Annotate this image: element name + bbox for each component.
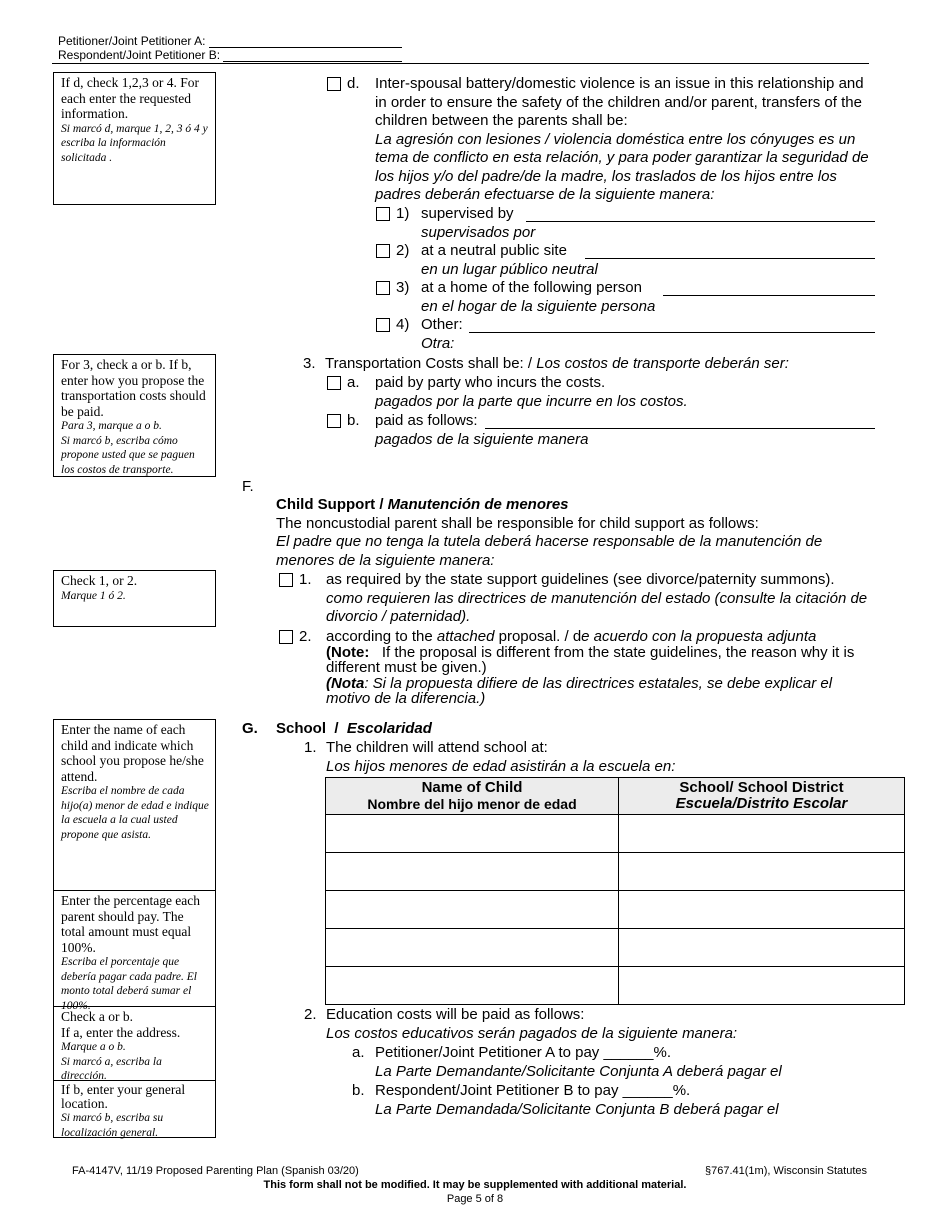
supervised-by-line[interactable]: [526, 221, 875, 222]
school-table-header: [326, 778, 905, 815]
instruction-es: Para 3, marque a o b.: [61, 420, 162, 432]
respondent-field: [58, 48, 402, 62]
section-f-letter: F.: [242, 478, 254, 495]
option-en: Other:: [421, 316, 463, 333]
support-1-es-2: divorcio / paternidad).: [326, 608, 471, 625]
instruction-es: Escriba el porcentaje que debería pagar cada padre. El monto total deberá sumar el 100%.: [61, 956, 197, 1012]
table-row: [326, 891, 905, 929]
transport-a-letter: a.: [347, 374, 360, 391]
cost-a-letter: a.: [352, 1044, 365, 1061]
support-2-nota-2: motivo de la diferencia.): [326, 690, 486, 707]
col-school-en: School/ School District: [679, 779, 844, 796]
note-text-1: If the proposal is different from the state guidelines, the reason why it is: [381, 644, 855, 661]
instruction-en: If b, enter your general location.: [61, 1082, 186, 1111]
respondent-input[interactable]: [223, 49, 402, 62]
item-d-en-3: children between the parents shall be:: [375, 112, 628, 129]
option-num: 1): [396, 205, 410, 222]
checkbox-transport-b[interactable]: [327, 414, 341, 428]
instruction-en: Check 1, or 2.: [61, 573, 138, 588]
table-row: [326, 853, 905, 891]
checkbox-support-1[interactable]: [279, 573, 293, 587]
cost-a-en[interactable]: Petitioner/Joint Petitioner A to pay ______%.: [375, 1044, 672, 1061]
school-1-num: 1.: [304, 739, 317, 756]
instruction-es: Escriba el nombre de cada hijo(a) menor de edad e indique la escuela a la cual usted propone que asista.: [61, 785, 209, 841]
page-number: Page 5 of 8: [446, 1193, 504, 1205]
item-d-es-4: padres deberán efectuarse de la siguiente manera:: [375, 186, 715, 203]
item-d-en-1: Inter-spousal battery/domestic violence is an issue in this relationship and: [375, 75, 864, 92]
school-cell[interactable]: [619, 929, 905, 967]
option-num: 3): [396, 279, 410, 296]
section-f-intro-es-2: menores de la siguiente manera:: [276, 552, 495, 569]
instruction-en: Enter the percentage each parent should pay. The total amount must equal 100%.: [61, 893, 201, 955]
form-id: FA-4147V, 11/19 Proposed Parenting Plan (Spanish 03/20): [72, 1165, 359, 1177]
support-2-en-a: according to the: [326, 628, 437, 645]
school-cell[interactable]: [619, 815, 905, 853]
instruction-box-address: [53, 1006, 216, 1081]
transport-title-es: Los costos de transporte deberán ser:: [536, 355, 789, 372]
instruction-en: Enter the name of each child and indicate which school you propose he/she attend.: [61, 722, 204, 784]
instruction-es: Marque 1 ó 2.: [61, 589, 126, 602]
cost-b-letter: b.: [352, 1082, 365, 1099]
instruction-es: Si marcó a, escriba la dirección.: [61, 1055, 162, 1082]
support-1-es-1: como requieren las directrices de manutención del estado (consulte la citación de: [326, 590, 868, 607]
section-f-intro-es-1: El padre que no tenga la tutela deberá hacerse responsable de la manutención de: [276, 533, 823, 550]
checkbox-support-2[interactable]: [279, 630, 293, 644]
checkbox-d-2[interactable]: [376, 244, 390, 258]
paid-as-follows-line[interactable]: [485, 428, 875, 429]
school-2-num: 2.: [304, 1006, 317, 1023]
section-g-sep: /: [334, 720, 339, 737]
section-f-title-es: Manutención de menores: [387, 496, 569, 513]
instruction-es: Marque a o b.: [61, 1041, 126, 1053]
instruction-en: If d, check 1,2,3 or 4. For each enter the requested information.: [61, 75, 199, 121]
checkbox-transport-a[interactable]: [327, 376, 341, 390]
section-f-title-en: Child Support /: [276, 496, 388, 513]
transport-a-es: pagados por la parte que incurre en los costos.: [375, 393, 688, 410]
child-name-cell[interactable]: [326, 853, 619, 891]
child-name-cell[interactable]: [326, 815, 619, 853]
transport-b-en: paid as follows:: [375, 412, 478, 429]
transport-a-en: paid by party who incurs the costs.: [375, 374, 606, 391]
instruction-box-percentage: [53, 890, 216, 1012]
checkbox-d-1[interactable]: [376, 207, 390, 221]
option-en: supervised by: [421, 205, 514, 222]
col-name-es: Nombre del hijo menor de edad: [367, 796, 577, 812]
table-row: [326, 929, 905, 967]
form-notice: This form shall not be modified. It may be supplemented with additional material.: [263, 1179, 687, 1191]
item-d-es-3: los hijos y/o del padre/de la madre, los traslados de los hijos entre los: [375, 168, 837, 185]
instruction-en: Check a or b.: [61, 1009, 133, 1024]
instruction-en: For 3, check a or b. If b, enter how you propose the transportation costs should be paid.: [61, 357, 206, 419]
support-1-num: 1.: [299, 571, 312, 588]
section-g-title-en: School: [276, 720, 327, 737]
nota-text-1: : Si la propuesta difiere de las directrices estatales, se debe explicar el: [364, 675, 833, 692]
instruction-box-transport: [53, 354, 216, 477]
instruction-box-location: [53, 1080, 216, 1138]
nota-label: (Nota: [326, 675, 365, 692]
section-f-intro-en: The noncustodial parent shall be responsible for child support as follows:: [276, 515, 759, 532]
col-name-of-child: [326, 778, 619, 815]
checkbox-d[interactable]: [327, 77, 341, 91]
item-d-letter: d.: [347, 75, 360, 92]
checkbox-d-3[interactable]: [376, 281, 390, 295]
option-num: 4): [396, 316, 410, 333]
transport-b-es: pagados de la siguiente manera: [375, 431, 589, 448]
instruction-es: Si marcó b, escriba cómo propone usted que se paguen los costos de transporte.: [61, 434, 195, 476]
instruction-box-school: [53, 719, 216, 891]
respondent-label: Respondent/Joint Petitioner B:: [58, 48, 221, 62]
instruction-es: Si marcó b, escriba su localización general.: [61, 1112, 164, 1139]
support-2-es: e acuerdo con la propuesta adjunta: [581, 628, 817, 645]
child-name-cell[interactable]: [326, 967, 619, 1005]
support-1-en: as required by the state support guidelines (see divorce/paternity summons).: [326, 571, 835, 588]
other-line[interactable]: [469, 332, 875, 333]
transport-b-letter: b.: [347, 412, 360, 429]
support-2-nota-1: [326, 676, 832, 691]
petitioner-input[interactable]: [209, 35, 402, 48]
checkbox-d-4[interactable]: [376, 318, 390, 332]
option-en: at a neutral public site: [421, 242, 567, 259]
neutral-site-line[interactable]: [585, 258, 875, 259]
support-2-en-c: proposal. / d: [494, 628, 582, 645]
instruction-en: If a, enter the address.: [61, 1024, 181, 1040]
cost-b-en[interactable]: Respondent/Joint Petitioner B to pay ______%.: [375, 1082, 691, 1099]
section-f-title: [276, 496, 569, 514]
transport-num: 3.: [303, 355, 316, 372]
option-es: en un lugar público neutral: [421, 261, 598, 278]
section-g-title-es: Escolaridad: [346, 720, 432, 737]
school-2-es: Los costos educativos serán pagados de la siguiente manera:: [326, 1025, 738, 1042]
item-d-es-1: La agresión con lesiones / violencia doméstica entre los cónyuges es un: [375, 131, 856, 148]
note-label: (Note:: [326, 644, 370, 661]
support-2-en-b: attached: [436, 628, 495, 645]
cost-b-es: La Parte Demandada/Solicitante Conjunta B deberá pagar el: [375, 1101, 779, 1118]
option-es: supervisados por: [421, 224, 536, 241]
support-2-note-1: [326, 645, 854, 660]
transport-title: [325, 355, 789, 373]
table-row: [326, 815, 905, 853]
statute: §767.41(1m), Wisconsin Statutes: [705, 1165, 868, 1177]
child-name-cell[interactable]: [326, 891, 619, 929]
school-1-es: Los hijos menores de edad asistirán a la escuela en:: [326, 758, 676, 775]
school-cell[interactable]: [619, 967, 905, 1005]
child-name-cell[interactable]: [326, 929, 619, 967]
home-person-line[interactable]: [663, 295, 875, 296]
option-num: 2): [396, 242, 410, 259]
item-d-es-2: tema de conflicto en esta relación, y para poder garantizar la seguridad de: [375, 149, 869, 166]
option-es: Otra:: [421, 335, 455, 352]
support-2-num: 2.: [299, 628, 312, 645]
school-1-en: The children will attend school at:: [326, 739, 548, 756]
school-table: [325, 777, 905, 1005]
header-rule: [52, 63, 869, 64]
school-cell[interactable]: [619, 853, 905, 891]
table-row: [326, 967, 905, 1005]
option-en: at a home of the following person: [421, 279, 642, 296]
col-school: [619, 778, 905, 815]
instruction-box-support: [53, 570, 216, 627]
col-name-en: Name of Child: [421, 779, 523, 796]
section-g-title: [276, 720, 432, 738]
transport-title-en: Transportation Costs shall be: /: [325, 355, 537, 372]
item-d-en-2: in order to ensure the safety of the children and/or parent, transfers of the: [375, 94, 862, 111]
col-school-es: Escuela/Distrito Escolar: [675, 795, 848, 812]
petitioner-label: Petitioner/Joint Petitioner A:: [58, 34, 206, 48]
section-g-letter: G.: [242, 720, 258, 737]
support-2-note-2: different must be given.): [326, 659, 487, 676]
instruction-box-d: [53, 72, 216, 205]
instruction-es: Si marcó d, marque 1, 2, 3 ó 4 y escriba la información solicitada .: [61, 122, 208, 164]
school-cell[interactable]: [619, 891, 905, 929]
petitioner-field: [58, 34, 402, 48]
school-2-en: Education costs will be paid as follows:: [326, 1006, 585, 1023]
option-es: en el hogar de la siguiente persona: [421, 298, 656, 315]
cost-a-es: La Parte Demandante/Solicitante Conjunta A deberá pagar el: [375, 1063, 782, 1080]
